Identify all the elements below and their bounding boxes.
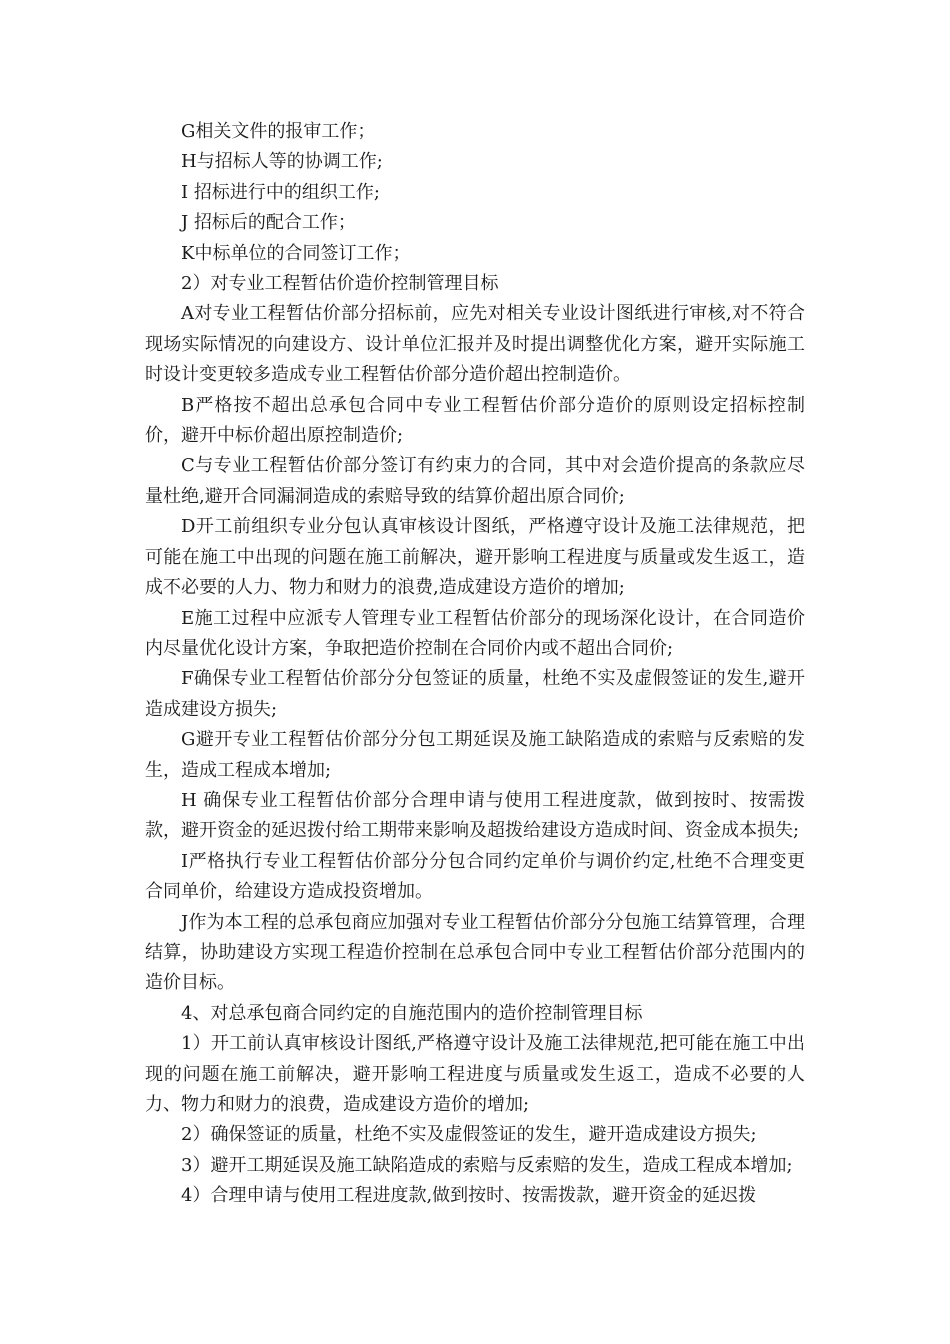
paragraph: I 招标进行中的组织工作;: [181, 181, 380, 203]
section-heading: 4、对总承包商合同约定的自施范围内的造价控制管理目标: [181, 1002, 643, 1024]
paragraph: J作为本工程的总承包商应加强对专业工程暂估价部分分包施工结算管理，合理结算，协助建设方实现工程造价控制在总承包合同中专业工程暂估价部分范围内的造价目标。: [145, 911, 805, 994]
paragraph: B严格按不超出总承包合同中专业工程暂估价部分造价的原则设定招标控制价，避开中标价超出原控制造价;: [145, 394, 805, 447]
paragraph: H 确保专业工程暂估价部分合理申请与使用工程进度款，做到按时、按需拨款，避开资金的延迟拨付给工期带来影响及超拨给建设方造成时间、资金成本损失;: [145, 789, 805, 842]
paragraph: E施工过程中应派专人管理专业工程暂估价部分的现场深化设计，在合同造价内尽量优化设计方案，争取把造价控制在合同价内或不超出合同价;: [145, 607, 805, 659]
paragraph: A对专业工程暂估价部分招标前，应先对相关专业设计图纸进行审核,对不符合现场实际情况的向建设方、设计单位汇报并及时提出调整优化方案，避开实际施工时设计变更较多造成专业工程暂估价部分造价超出控制造价。: [145, 303, 805, 386]
paragraph: I严格执行专业工程暂估价部分分包合同约定单价与调价约定,杜绝不合理变更合同单价，给建设方造成投资增加。: [145, 850, 805, 903]
paragraph: C与专业工程暂估价部分签订有约束力的合同，其中对会造价提高的条款应尽量杜绝,避开合同漏洞造成的索赔导致的结算价超出原合同价;: [145, 455, 805, 507]
paragraph: D开工前组织专业分包认真审核设计图纸，严格遵守设计及施工法律规范，把可能在施工中出现的问题在施工前解决，避开影响工程进度与质量或发生返工，造成不必要的人力、物力和财力的浪费,造成建设方造价的增加;: [145, 516, 805, 599]
paragraph: H与招标人等的协调工作;: [181, 151, 383, 173]
paragraph: 2）确保签证的质量，杜绝不实及虚假签证的发生，避开造成建设方损失;: [181, 1124, 757, 1146]
paragraph: F确保专业工程暂估价部分分包签证的质量，杜绝不实及虚假签证的发生,避开造成建设方损失;: [145, 668, 805, 720]
paragraph: G避开专业工程暂估价部分分包工期延误及施工缺陷造成的索赔与反索赔的发生，造成工程成本增加;: [145, 729, 805, 781]
paragraph: 4）合理申请与使用工程进度款,做到按时、按需拨款，避开资金的延迟拨: [181, 1185, 757, 1207]
paragraph: 3）避开工期延误及施工缺陷造成的索赔与反索赔的发生，造成工程成本增加;: [181, 1154, 793, 1176]
paragraph: 1）开工前认真审核设计图纸,严格遵守设计及施工法律规范,把可能在施工中出现的问题在施工前解决，避开影响工程进度与质量或发生返工，造成不必要的人力、物力和财力的浪费，造成建设方造价的增加;: [145, 1033, 805, 1115]
paragraph: J 招标后的配合工作；: [181, 212, 356, 234]
paragraph: K中标单位的合同签订工作；: [181, 242, 411, 264]
document-body: [145, 117, 805, 1212]
section-heading: 2）对专业工程暂估价造价控制管理目标: [181, 273, 499, 295]
paragraph: G相关文件的报审工作；: [181, 121, 376, 142]
